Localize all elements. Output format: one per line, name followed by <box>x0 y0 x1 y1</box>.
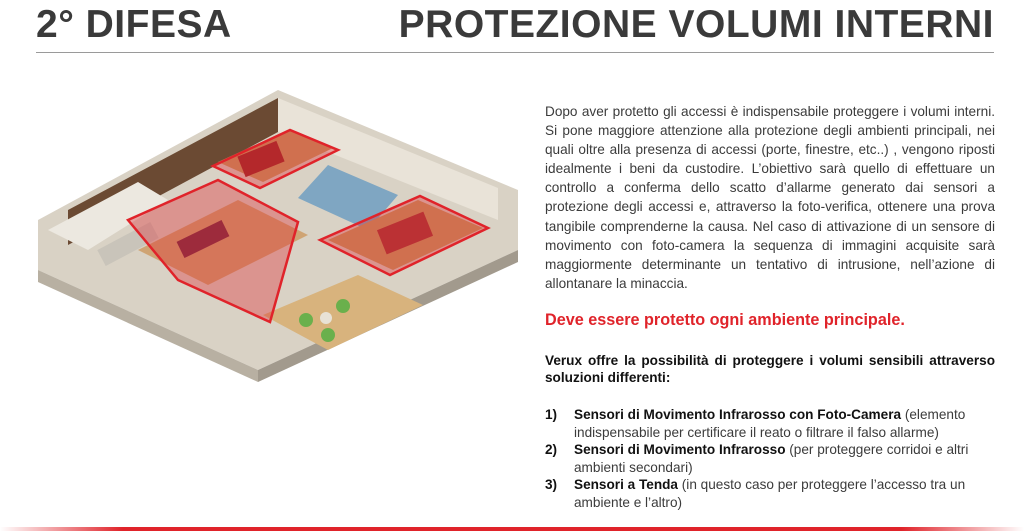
list-item-body <box>574 476 995 511</box>
list-item-title: Sensori a Tenda <box>574 477 678 493</box>
header-divider <box>36 52 994 53</box>
list-item-number: 2) <box>545 442 558 458</box>
list-item-title: Sensori di Movimento Infrarosso <box>574 442 786 458</box>
list-item-number: 3) <box>545 477 558 493</box>
terrace-chair-1 <box>299 313 313 327</box>
list-item-number: 1) <box>545 407 558 423</box>
list-item-body <box>574 406 995 441</box>
terrace-chair-3 <box>321 328 335 342</box>
list-item-detail: (in questo caso per proteggere l’accesso tra un ambiente e l’altro) <box>574 477 966 510</box>
page-title: PROTEZIONE VOLUMI INTERNI <box>398 3 994 46</box>
apartment-floorplan-illustration <box>28 70 528 390</box>
list-item-detail: (elemento indispensabile per certificare il reato o filtrare il falso allarme) <box>574 407 966 440</box>
solutions-list <box>545 406 995 511</box>
highlight-statement: Deve essere protetto ogni ambiente principale. <box>545 310 905 329</box>
list-item-body <box>574 441 995 476</box>
list-item-title: Sensori di Movimento Infrarosso con Foto-Camera <box>574 407 902 423</box>
list-item-detail: (per proteggere corridoi e altri ambienti secondari) <box>574 442 969 475</box>
list-item <box>545 476 995 511</box>
offer-statement: Verux offre la possibilità di proteggere i volumi sensibili attraverso soluzioni differenti: <box>545 353 995 386</box>
terrace-chair-2 <box>336 299 350 313</box>
list-item <box>545 441 995 476</box>
intro-paragraph: Dopo aver protetto gli accessi è indispensabile proteggere i volumi interni. Si pone maggiore attenzione alla protezione degli ambienti principali, nei quali oltre alla presenza di accessi (porte, finestre, etc..) , vengono riposti idealmente i beni da custodire. L’obiettivo sarà quello di effettuare un controllo a conferma dello scatto d’allarme generato dai sensori a protezione degli accessi e, attraverso la foto-verifica, ottenere una prova tangibile comprenderne la causa. Nel caso di attivazione di un sensore di movimento con foto-camera la sequenza di immagini acquisite sarà maggiormente determinante un tentativo di intrusione, nell’azione di allontanare la minaccia. <box>545 104 995 291</box>
terrace-table <box>320 312 332 324</box>
section-title: 2° DIFESA <box>36 3 232 46</box>
list-item <box>545 406 995 441</box>
description-panel <box>545 102 995 511</box>
footer-accent-bar <box>0 527 1024 531</box>
